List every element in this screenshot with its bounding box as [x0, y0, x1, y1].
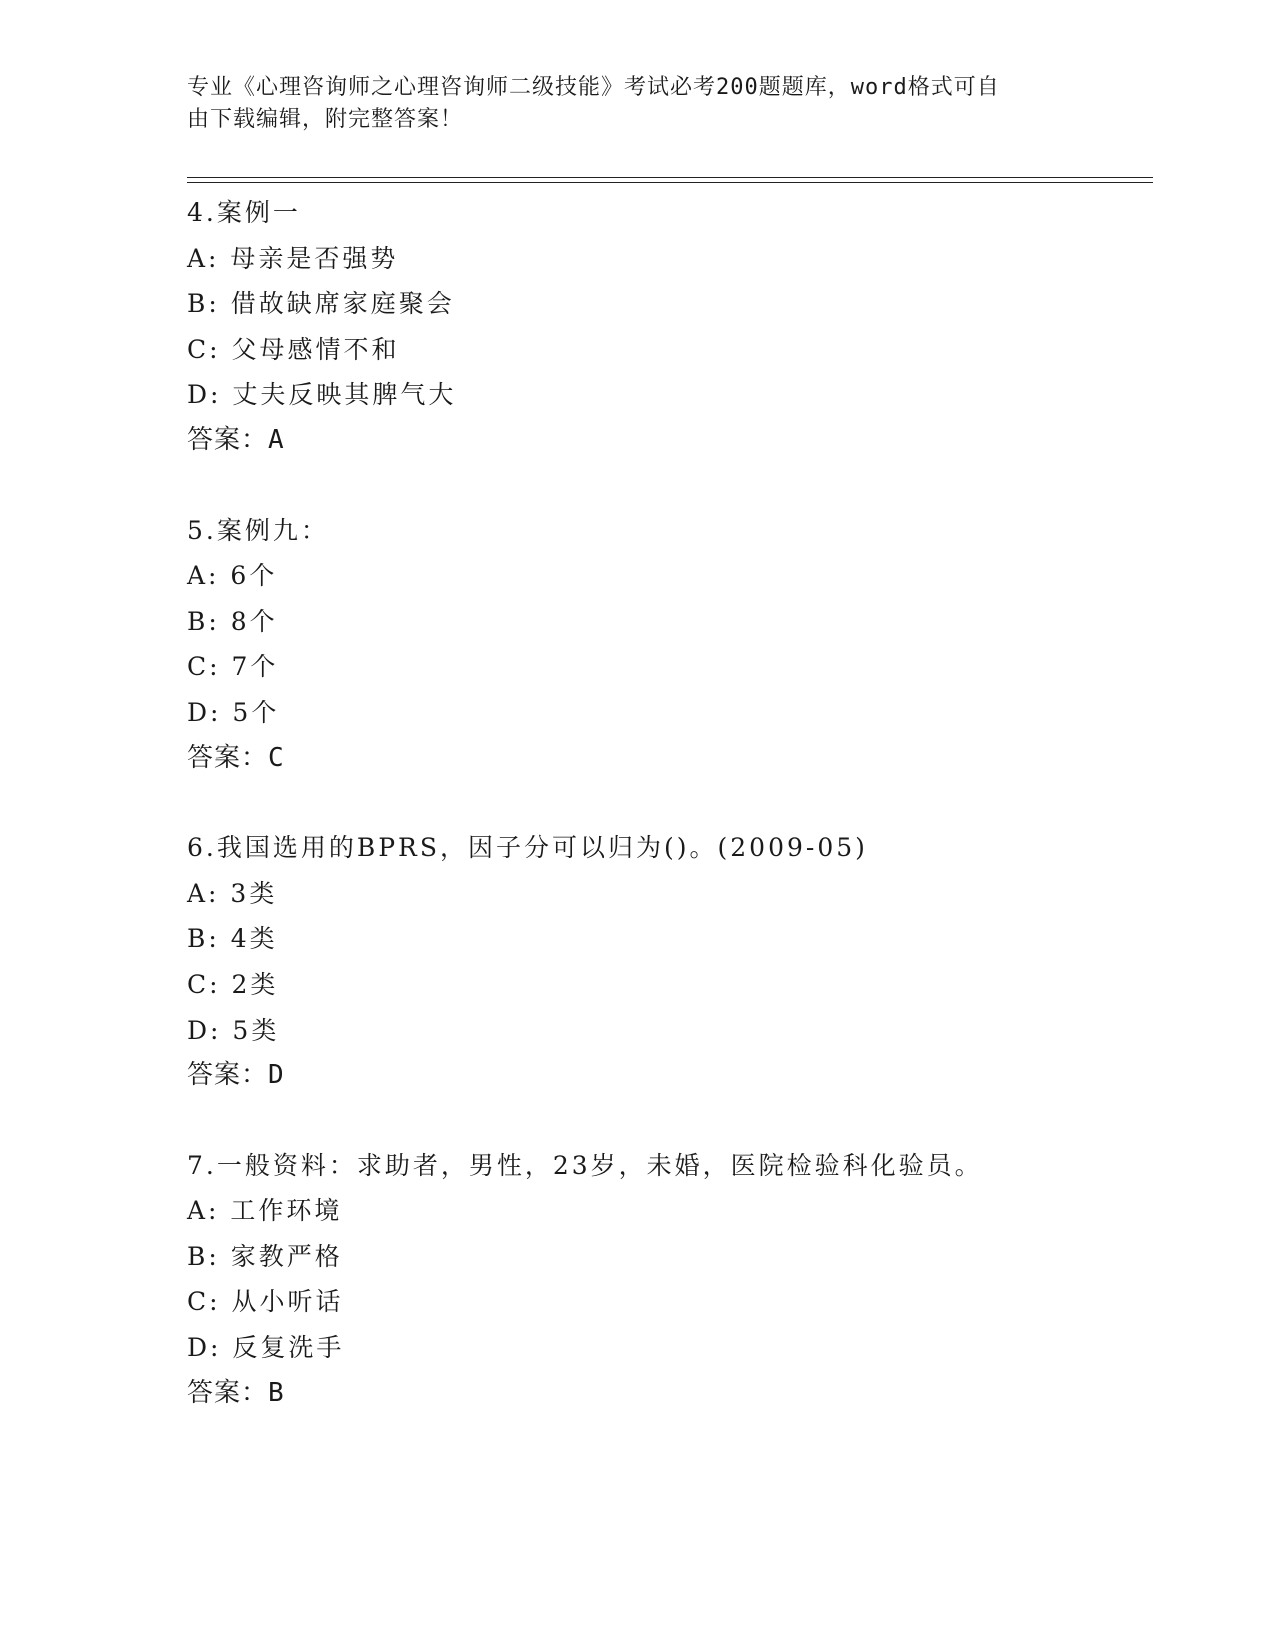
question-4	[187, 190, 1153, 464]
option-d: D: 5类	[187, 1015, 280, 1045]
header-divider-bottom	[187, 182, 1153, 183]
answer-label: 答案：B	[187, 1377, 285, 1408]
option-d: D: 5个	[187, 697, 280, 727]
question-list	[187, 190, 1153, 1460]
option-c: C: 7个	[187, 652, 279, 682]
option-d: D: 反复洗手	[187, 1333, 345, 1363]
question-7	[187, 1143, 1153, 1417]
option-a: A: 6个	[187, 561, 278, 591]
question-stem: 4.案例一	[187, 198, 301, 227]
option-b: B: 家教严格	[187, 1241, 343, 1271]
header-line-2: 由下载编辑，附完整答案！	[187, 107, 464, 132]
option-a: A: 3类	[187, 878, 278, 908]
question-6	[187, 825, 1153, 1099]
answer-label: 答案：C	[187, 742, 285, 773]
header-divider-top	[187, 177, 1153, 178]
option-c: C: 从小听话	[187, 1287, 344, 1317]
option-d: D: 丈夫反映其脾气大	[187, 380, 457, 410]
option-a: A: 工作环境	[187, 1196, 343, 1226]
option-c: C: 父母感情不和	[187, 334, 400, 364]
option-a: A: 母亲是否强势	[187, 243, 399, 273]
option-c: C: 2类	[187, 969, 279, 999]
question-stem: 5.案例九：	[187, 515, 329, 545]
header-line-1: 专业《心理咨询师之心理咨询师二级技能》考试必考200题题库，word格式可自	[187, 75, 1000, 100]
option-b: B: 借故缺席家庭聚会	[187, 289, 455, 319]
answer-label: 答案：A	[187, 424, 285, 455]
option-b: B: 4类	[187, 924, 278, 954]
question-stem: 6.我国选用的BPRS，因子分可以归为()。(2009-05)	[187, 833, 868, 863]
option-b: B: 8个	[187, 606, 278, 636]
document-header	[187, 72, 1067, 136]
question-stem: 7.一般资料：求助者，男性，23岁，未婚，医院检验科化验员。	[187, 1150, 983, 1180]
question-5	[187, 508, 1153, 782]
answer-label: 答案：D	[187, 1060, 285, 1091]
